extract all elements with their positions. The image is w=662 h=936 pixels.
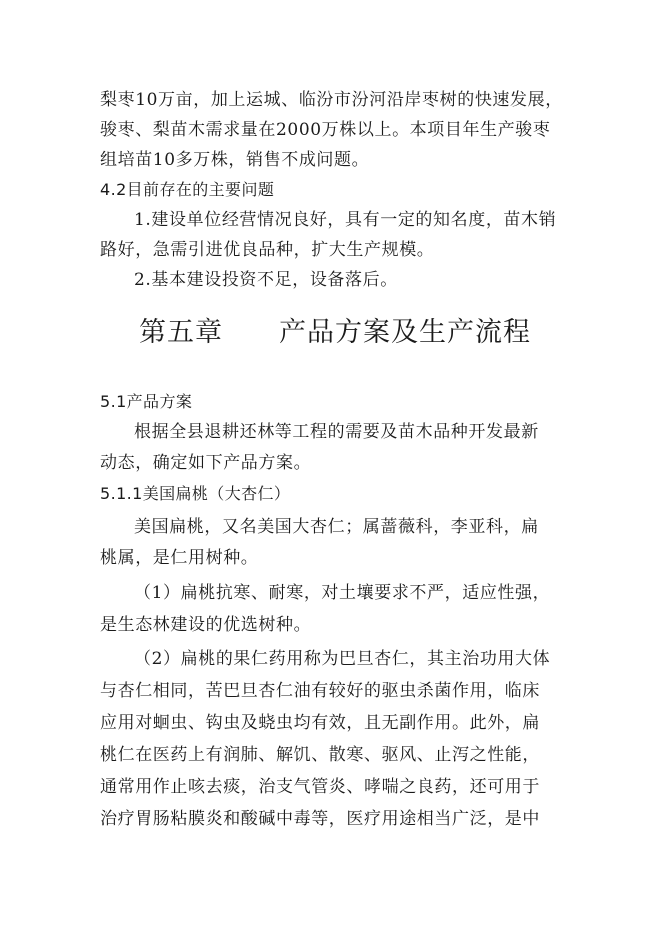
body-line: 通常用作止咳去痰，治支气管炎、哮喘之良药，还可用于 <box>100 777 540 797</box>
body-line: 桃属，是仁用树种。 <box>100 548 259 568</box>
section-heading-5-1-1: 5.1.1美国扁桃（大杏仁） <box>100 484 291 503</box>
body-line: 美国扁桃，又名美国大杏仁；属蔷薇科，李亚科，扁 <box>134 517 539 537</box>
body-line: 根据全县退耕还林等工程的需要及苗木品种开发最新 <box>134 422 539 442</box>
body-line: （2）扁桃的果仁药用称为巴旦杏仁，其主治功用大体 <box>134 649 551 669</box>
body-line: 与杏仁相同，苦巴旦杏仁油有较好的驱虫杀菌作用，临床 <box>100 681 540 701</box>
body-line: 梨枣10万亩，加上运城、临汾市汾河沿岸枣树的快速发展， <box>100 90 563 110</box>
body-line: 路好，急需引进优良品种，扩大生产规模。 <box>100 240 435 260</box>
chapter-title: 第五章 产品方案及生产流程 <box>139 317 531 348</box>
body-line: 骏枣、梨苗木需求量在2000万株以上。本项目年生产骏枣 <box>100 120 551 140</box>
section-heading-5-1: 5.1产品方案 <box>100 392 193 411</box>
body-line: 动态，确定如下产品方案。 <box>100 453 312 473</box>
body-line: 2.基本建设投资不足，设备落后。 <box>134 270 398 290</box>
section-heading-4-2: 4.2目前存在的主要问题 <box>100 180 275 199</box>
body-line: 是生态林建设的优选树种。 <box>100 615 312 635</box>
body-line: 组培苗10多万株，销售不成问题。 <box>100 150 370 170</box>
body-line: （1）扁桃抗寒、耐寒，对土壤要求不严，适应性强， <box>134 583 551 603</box>
body-line: 应用对蛔虫、钩虫及蛲虫均有效，且无副作用。此外，扁 <box>100 713 540 733</box>
body-line: 治疗胃肠粘膜炎和酸碱中毒等，医疗用途相当广泛，是中 <box>100 809 540 829</box>
body-line: 1.建设单位经营情况良好，具有一定的知名度，苗木销 <box>134 210 557 230</box>
body-line: 桃仁在医药上有润肺、解饥、散寒、驱风、止泻之性能， <box>100 745 540 765</box>
